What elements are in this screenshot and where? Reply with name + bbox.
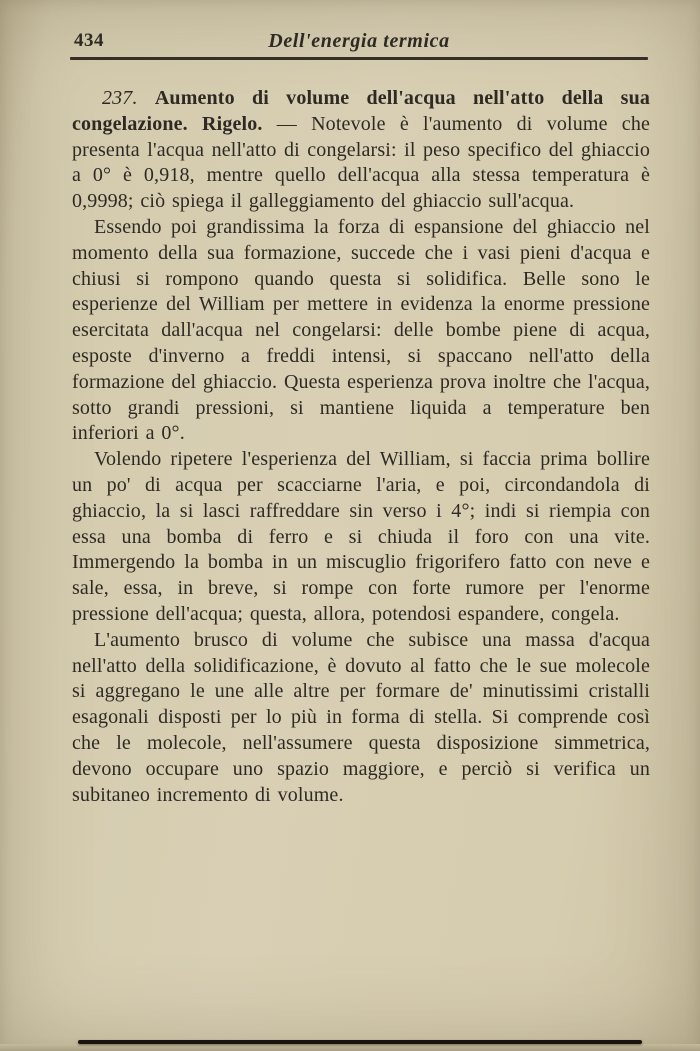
paragraph: Essendo poi grandissima la forza di espansione del ghiaccio nel momento della sua formazione, succede che i vasi pieni d'acqua e chiusi si rompono quando questa si solidifica. Belle sono le esperienze del William per mettere in evidenza la enorme pressione esercitata dall'acqua nel congelarsi: delle bombe piene di acqua, esposte d'inverno a freddi intensi, si spaccano nell'atto della formazione del ghiaccio. Questa esperienza prova inoltre che l'acqua, sotto grandi pressioni, si mantiene liquida a temperature ben inferiori a 0°. — [72, 215, 650, 445]
header-rule — [70, 57, 648, 60]
page-header — [72, 30, 646, 56]
running-title: Dell'energia termica — [268, 30, 450, 52]
page-bottom-shadow — [0, 1044, 700, 1051]
section-text: — Notevole è l'aumento di volume che presenta l'acqua nell'atto di congelarsi: il peso specifico del ghiaccio a 0° è 0,918, mentre quello dell'acqua alla stessa temperatura è 0,9998; ciò spiega il galleggiamento del ghiaccio sull'acqua. — [72, 112, 651, 213]
section-number: 237. — [102, 87, 138, 109]
section-opening-paragraph — [72, 86, 650, 215]
page-body — [72, 86, 650, 808]
section-heading: Aumento di volume dell'acqua nell'atto della sua congelazione. Rigelo. — [72, 87, 650, 135]
page-bottom-edge — [78, 1040, 642, 1044]
page-number: 434 — [74, 30, 104, 51]
paragraph: L'aumento brusco di volume che subisce una massa d'acqua nell'atto della solidificazione, è dovuto al fatto che le sue molecole si aggregano le une alle altre per formare de' minutissimi cristalli esagonali disposti per lo più in forma di stella. Si comprende così che le molecole, nell'assumere questa disposizione simmetrica, devono occupare uno spazio maggiore, e perciò si verifica un subitaneo incremento di volume. — [72, 628, 650, 806]
paragraph: Volendo ripetere l'esperienza del William, si faccia prima bollire un po' di acqua per scacciarne l'aria, e poi, circondandola di ghiaccio, la si lasci raffreddare sin verso i 4°; indi si riempia con essa una bomba di ferro e si chiuda il foro con una vite. Immergendo la bomba in un miscuglio frigorifero fatto con neve e sale, essa, in breve, si rompe con forte rumore per l'enorme pressione dell'acqua; questa, allora, potendosi espandere, congela. — [72, 448, 650, 625]
